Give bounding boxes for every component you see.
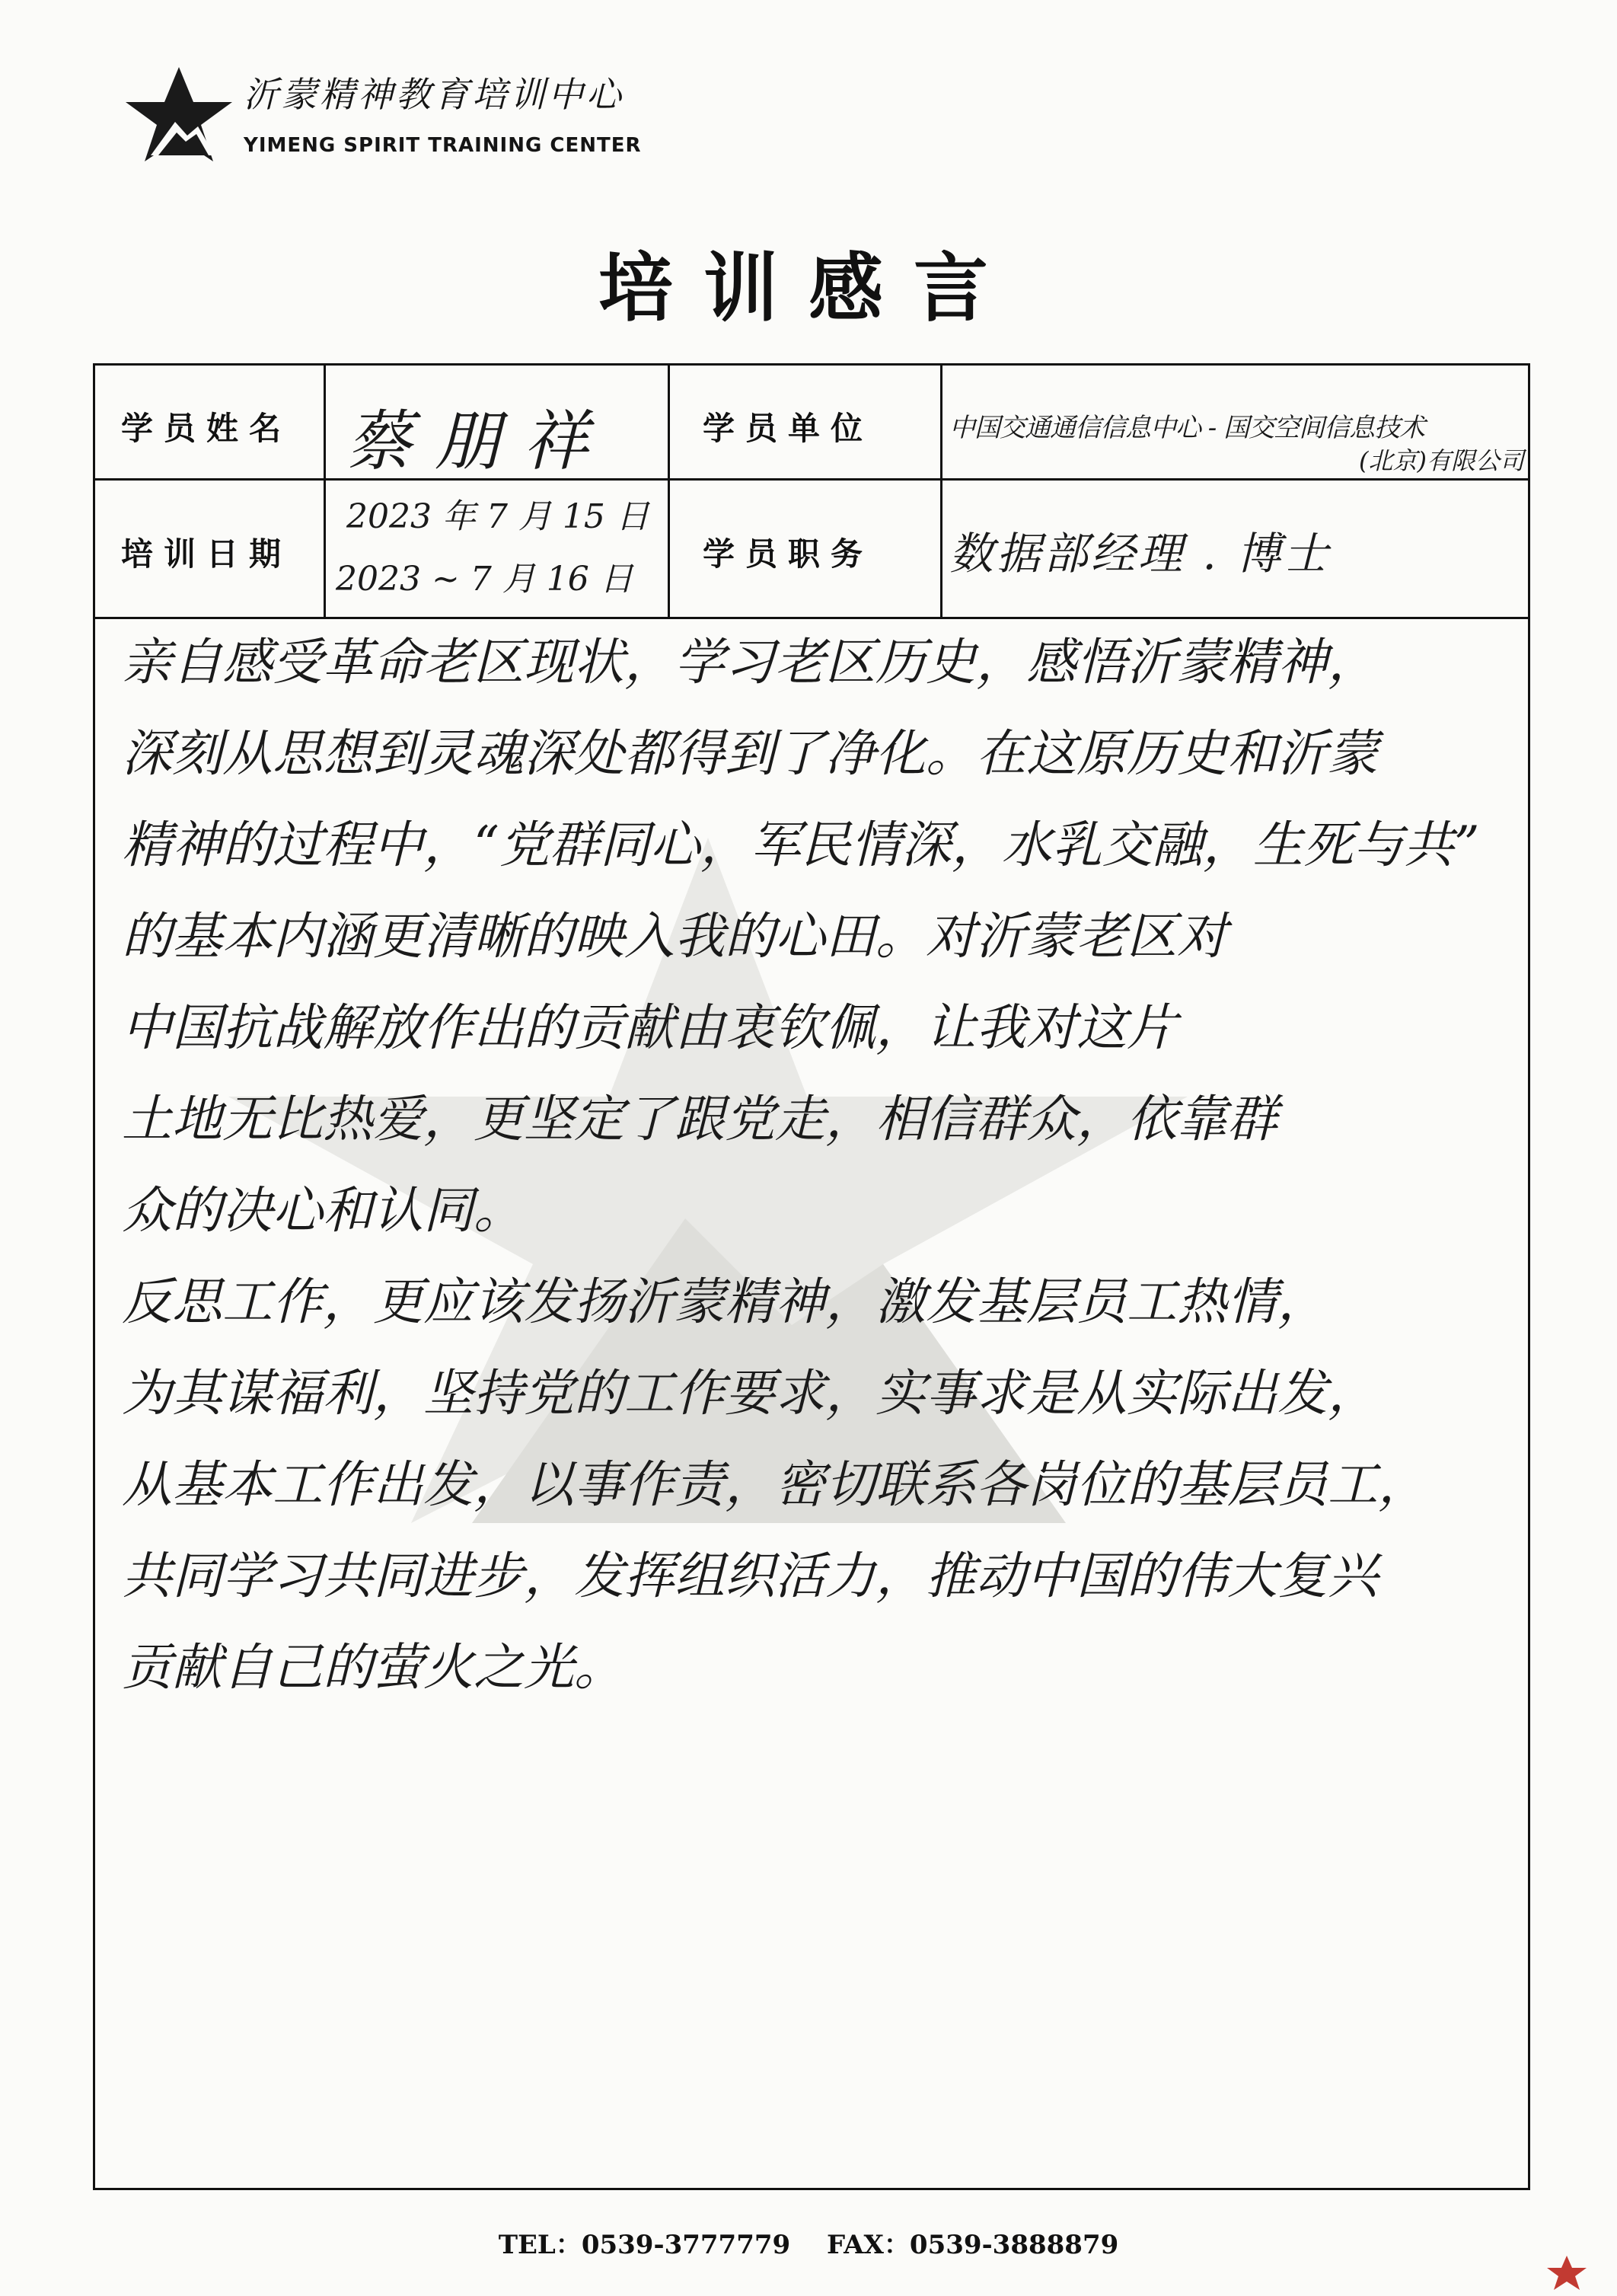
row-divider [95, 617, 1528, 619]
reflection-line: 共同学习共同进步，发挥组织活力，推动中国的伟大复兴 [122, 1547, 1378, 1605]
reflection-line: 土地无比热爱，更坚定了跟党走，相信群众，依靠群 [122, 1090, 1277, 1148]
label-student-name: 学员姓名 [121, 410, 292, 447]
reflection-line: 精神的过程中，“党群同心，军民情深，水乳交融，生死与共” [122, 816, 1480, 874]
reflection-line: 众的决心和认同。 [122, 1181, 524, 1240]
student-position-value: 数据部经理 . 博士 [949, 528, 1332, 580]
column-divider [324, 366, 326, 617]
reflection-line: 亲自感受革命老区现状，学习老区历史，感悟沂蒙精神， [122, 633, 1378, 691]
reflection-line: 反思工作，更应该发扬沂蒙精神，激发基层员工热情， [122, 1273, 1328, 1331]
footer-fax: FAX：0539-3888879 [827, 2230, 1119, 2260]
row-divider [95, 478, 1528, 481]
label-student-unit: 学员单位 [703, 410, 874, 447]
reflection-line: 贡献自己的萤火之光。 [122, 1638, 624, 1697]
footer-telephone: TEL：0539-3777779 [498, 2230, 791, 2260]
reflection-line: 为其谋福利，坚持党的工作要求，实事求是从实际出发， [122, 1364, 1378, 1423]
label-student-position: 学员职务 [703, 535, 874, 573]
student-unit-value-line2: (北京)有限公司 [1359, 446, 1524, 475]
corner-star-icon [1545, 2254, 1588, 2292]
star-mountain-logo-icon [122, 65, 236, 164]
reflection-line: 深刻从思想到灵魂深处都得到了净化。在这原历史和沂蒙 [122, 724, 1378, 783]
student-name-value: 蔡朋祥 [346, 404, 611, 480]
logo-english-name: YIMENG SPIRIT TRAINING CENTER [244, 134, 642, 157]
training-date-value-line1: 2023 年 7 月 15 日 [346, 497, 649, 536]
logo-chinese-name: 沂蒙精神教育培训中心 [244, 74, 624, 115]
student-unit-value-line1: 中国交通通信信息中心 - 国交空间信息技术 [949, 413, 1425, 443]
training-date-value-line2: 2023 ~ 7 月 16 日 [336, 560, 633, 599]
label-training-date: 培训日期 [121, 535, 292, 573]
center-logo [122, 65, 642, 164]
column-divider [668, 366, 670, 617]
page-title: 培训感言 [598, 244, 1019, 332]
reflection-body [122, 624, 1485, 1721]
reflection-line: 从基本工作出发，以事作责，密切联系各岗位的基层员工， [122, 1455, 1428, 1514]
reflection-line: 中国抗战解放作出的贡献由衷钦佩，让我对这片 [122, 998, 1177, 1057]
column-divider [940, 366, 942, 617]
contact-footer [0, 2224, 1617, 2261]
reflection-line: 的基本内涵更清晰的映入我的心田。对沂蒙老区对 [122, 907, 1227, 966]
